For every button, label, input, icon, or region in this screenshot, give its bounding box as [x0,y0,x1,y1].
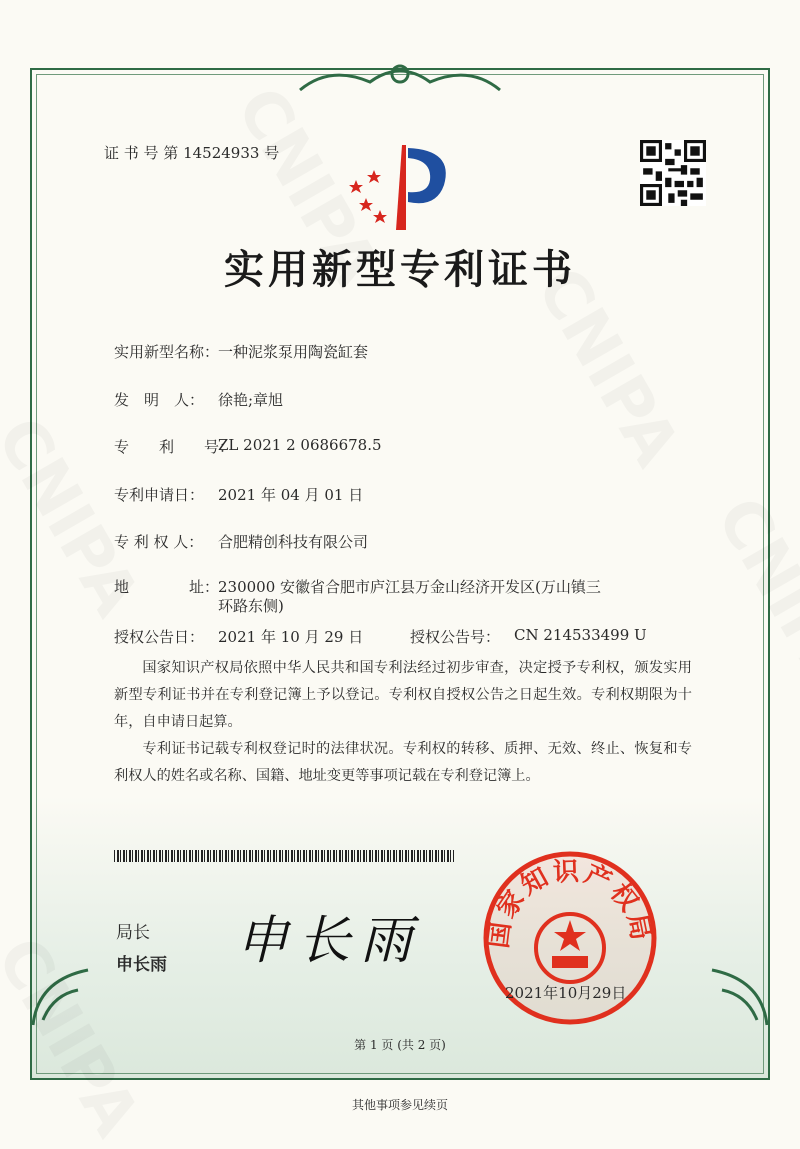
top-ornament-icon [290,60,510,100]
certificate-number: 证 书 号 第 14524933 号 [104,144,280,162]
field-patentee [114,531,368,552]
signature: 申长雨 [236,911,423,971]
field-label: 地 址： [114,578,220,596]
field-value: 230000 安徽省合肥市庐江县万金山经济开发区(万山镇三环路东侧) [218,578,601,615]
qr-code [640,140,706,206]
field-value: 合肥精创科技有限公司 [218,533,369,551]
field-name [114,341,368,362]
page-number: 第 1 页 (共 2 页) [354,1038,446,1052]
statement-paragraph: 国家知识产权局依照中华人民共和国专利法经过初步审查，决定授予专利权，颁发实用新型专利证书并在专利登记簿上予以登记。专利权自授权公告之日起生效。专利权期限为十年，自申请日起算。 [114,660,692,730]
barcode [114,850,454,862]
field-label: 发 明 人： [114,391,205,409]
page-title: 实用新型专利证书 [224,247,576,293]
chief-title: 局长 [116,923,150,943]
field-label: 专 利 权 人： [114,533,204,551]
chief-name: 申长雨 [116,955,167,975]
field-label: 授权公告号： [410,628,501,646]
statement-paragraph: 专利证书记载专利权登记时的法律状况。专利权的转移、质押、无效、终止、恢复和专利权人的姓名或名称、国籍、地址变更等事项记载在专利登记簿上。 [114,741,692,784]
field-value: 2021 年 10 月 29 日 [218,628,364,646]
field-application-date [114,484,363,505]
field-label: 专利申请日： [114,486,205,504]
corner-ornament-icon [702,960,772,1030]
field-address [114,578,614,616]
field-value: ZL 2021 2 0686678.5 [218,436,382,454]
field-label: 专 利 号： [114,438,235,456]
field-grant-number [410,626,647,647]
field-grant-date [114,626,363,647]
field-inventor [114,389,283,410]
field-value: 徐艳;章旭 [218,391,284,409]
footer-note: 其他事项参见续页 [351,1098,448,1112]
seal-date: 2021年10月29日 [505,984,627,1002]
field-value: 一种泥浆泵用陶瓷缸套 [218,343,369,361]
field-value: 2021 年 04 月 01 日 [218,486,364,504]
cnipa-logo-icon [344,140,454,232]
field-label: 授权公告日： [114,628,205,646]
field-patent-number [114,436,382,457]
svg-text:国家知识产权局: 国家知识产权局 [483,856,657,950]
field-label: 实用新型名称： [114,343,220,361]
field-value: CN 214533499 U [514,626,647,644]
